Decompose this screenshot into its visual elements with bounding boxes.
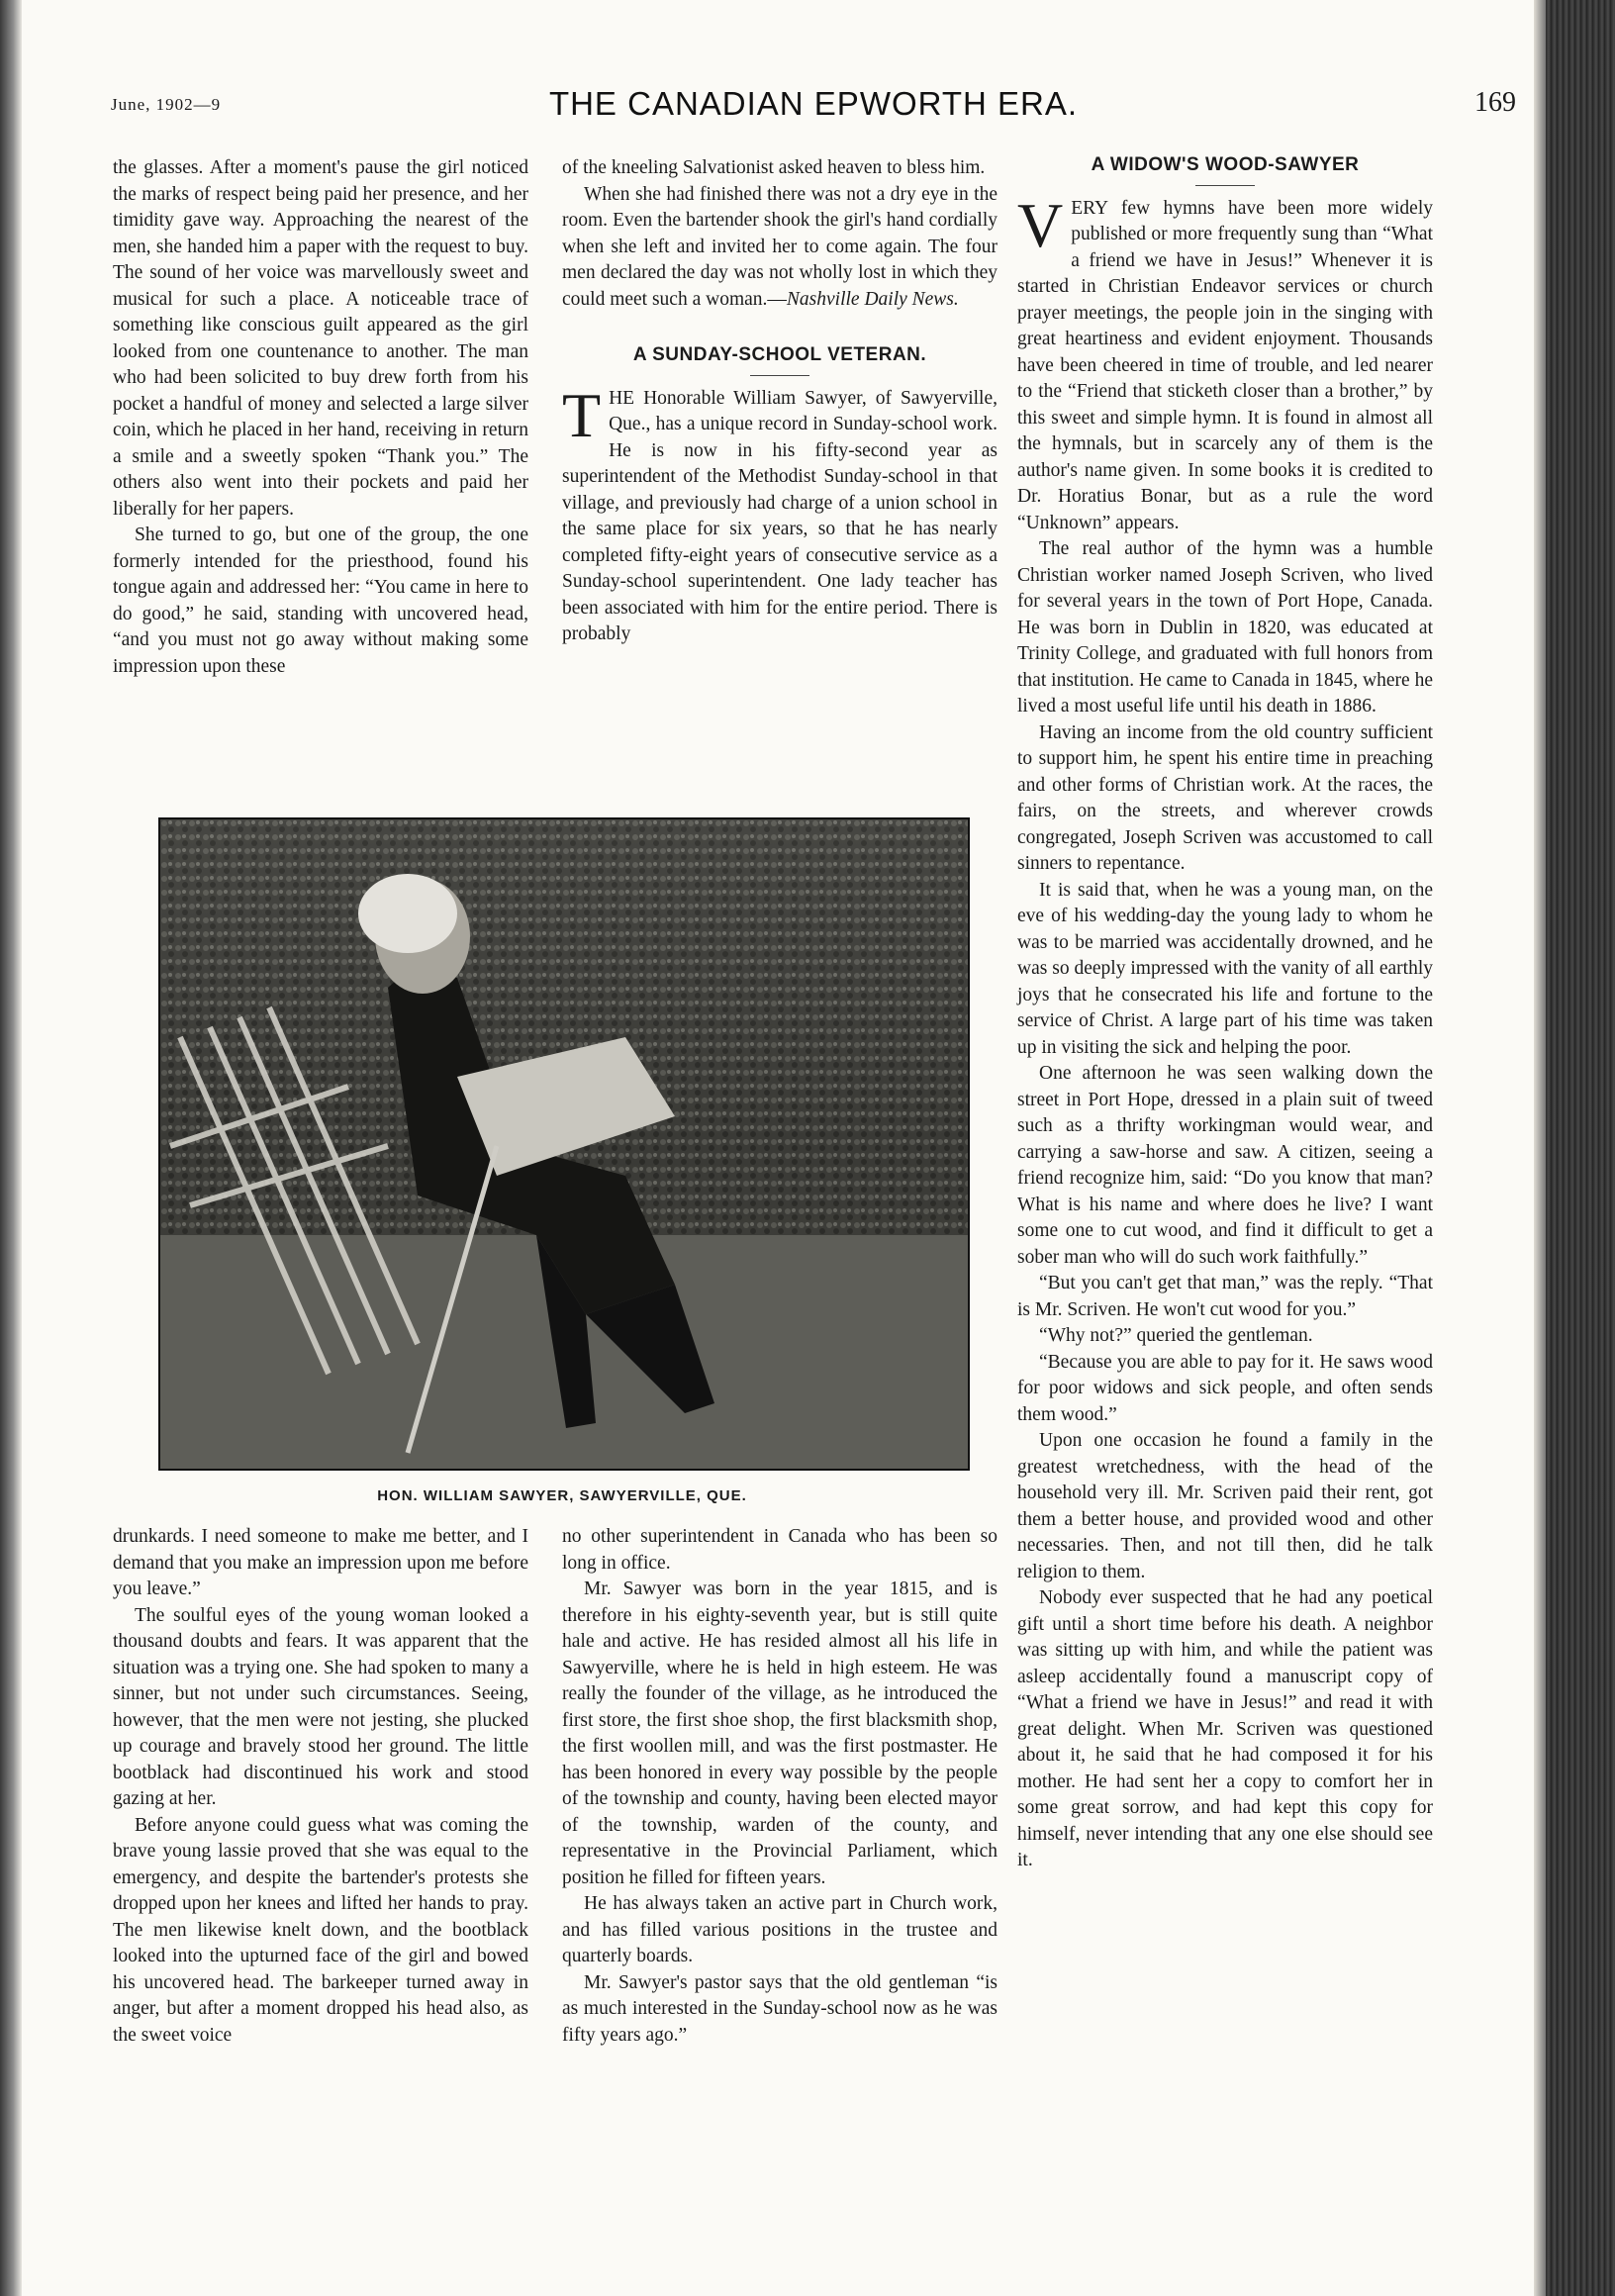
paragraph: no other superintendent in Canada who has been so long in office. (562, 1526, 998, 1574)
paragraph: One afternoon he was seen walking down the street in Port Hope, dressed in a plain suit of tweed such as a thrifty workingman would wear, and carrying a saw-horse and saw. A citizen, seeing a friend recognize him, said: “Do you know that man? What is his name and where does he live? I want some one to cut wood, and find it difficult to get a sober man who will do such work faithfully.” (1017, 1063, 1433, 1268)
binding-left-edge (0, 0, 22, 2296)
section-title-sunday-school-veteran: A SUNDAY-SCHOOL VETERAN. (632, 344, 927, 365)
paragraph: Upon one occasion he found a family in the greatest wretchedness, with the head of the household very ill. Mr. Scriven paid their rent, got them a better house, and provided wood and other necessaries. Then, and not till then, did he talk religion to them. (1017, 1430, 1433, 1582)
paragraph: the glasses. After a moment's pause the girl noticed the marks of respect being paid her presence, and her timidity gave way. Approaching the nearest of the men, she handed him a paper with the request to buy. The sound of her voice was marvellously sweet and musical for such a place. A noticeable trace of something like conscious guilt appeared as the girl looked from one countenance to another. The man who had been solicited to buy drew forth from his pocket a handful of money and selected a large silver coin, which he placed in her hand, receiving in return a smile and a sweetly spoken “Thank you.” The others also went into their pockets and paid her liberally for her papers. (113, 157, 528, 520)
paragraph: “Why not?” queried the gentleman. (1039, 1325, 1313, 1346)
column-mid-top (562, 155, 998, 648)
paragraph-text: When she had finished there was not a dry eye in the room. Even the bartender shook the girl's hand cordially when she left and invited her to come again. The four men declared the day was not wholly lost in which they could meet such a woman.— (562, 183, 998, 310)
header-page-number: 169 (1474, 87, 1516, 118)
paragraph (1017, 189, 1433, 537)
drop-cap: T (562, 379, 602, 450)
paragraph (562, 379, 998, 648)
paragraph: He has always taken an active part in Church work, and has filled various positions in the trustee and quarterly boards. (562, 1893, 998, 1966)
portrait-illustration (160, 819, 968, 1469)
paragraph: of the kneeling Salvationist asked heaven to bless him. (562, 157, 986, 178)
page-header (111, 85, 1516, 121)
column-left-top (113, 155, 528, 680)
column-right (1017, 152, 1433, 1874)
paragraph: “Because you are able to pay for it. He saws wood for poor widows and sick people, and often sends them wood.” (1017, 1351, 1433, 1425)
drop-cap: V (1017, 189, 1064, 260)
header-date: June, 1902—9 (111, 95, 222, 114)
paragraph: Mr. Sawyer was born in the year 1815, and is therefore in his eighty-seventh year, but is still quite hale and active. He has resided almost all his life in Sawyerville, where he is held in high esteem. He was really the founder of the village, as he introduced the first store, the first shoe shop, the first blacksmith shop, the first woollen mill, and was the first postmaster. He has been honored in every way possible by the people of the township and county, having been elected mayor of the township, warden of the county, and representative in the Provincial Parliament, which position he filled for fifteen years. (562, 1578, 998, 1888)
paragraph: Nobody ever suspected that he had any poetical gift until a short time before his death. A neighbor was sitting up with him, and while the patient was asleep accidentally found a manuscript copy of “What a friend we have in Jesus!” and read it with great delight. When Mr. Scriven was questioned about it, he said that he had composed it for his mother. He had sent her a copy to comfort her in some great sorrow, and had kept this copy for himself, never intending that any one else should see it. (1017, 1587, 1433, 1870)
paragraph (562, 182, 998, 314)
portrait-photo (158, 817, 970, 1471)
paragraph-text: HE Honorable William Sawyer, of Sawyerville, Que., has a unique record in Sunday-school work. He is now in his fifty-second year as superintendent of the Methodist Sunday-school in that village, and previously had charge of a union school in the same place for six years, so that he has nearly completed fifty-eight years of consecutive service as a Sunday-school superintendent. One lady teacher has been associated with him for the entire period. There is probably (562, 387, 998, 644)
source-credit: Nashville Daily News. (786, 288, 959, 310)
section-title-widows-wood-sawyer: A WIDOW'S WOOD-SAWYER (1091, 154, 1360, 175)
paragraph-text: ERY few hymns have been more widely published or more frequently sung than “What a friend we have in Jesus!” Whenever it is started in Christian Endeavor services or church prayer meetings, the people join in the singing with great heartiness and evident enjoyment. Thousands have been cheered in time of trouble, and led nearer to the “Friend that sticketh closer than a brother,” by this sweet and simple hymn. It is found in almost all the hymnals, but in scarcely any of them is the author's name given. In some books it is credited to Dr. Horatius Bonar, but as a rule the word “Unknown” appears. (1017, 197, 1433, 533)
paragraph: The real author of the hymn was a humble Christian worker named Joseph Scriven, who lived for several years in the town of Port Hope, Canada. He was born in Dublin in 1820, was educated at Trinity College, and graduated with full honors from that institution. He came to Canada in 1845, where he lived a most useful life until his death in 1886. (1017, 538, 1433, 717)
title-rule (750, 375, 809, 376)
photo-caption: HON. WILLIAM SAWYER, SAWYERVILLE, QUE. (377, 1487, 747, 1504)
paragraph: “But you can't get that man,” was the reply. “That is Mr. Scriven. He won't cut wood for you.” (1017, 1273, 1433, 1320)
paragraph: Before anyone could guess what was coming the brave young lassie proved that she was equal to the emergency, and despite the bartender's protests she dropped upon her knees and lifted her hands to pray. The men likewise knelt down, and the bootblack looked into the upturned face of the girl and bowed his uncovered head. The barkeeper turned away in anger, but after a moment dropped his head also, as the sweet voice (113, 1814, 528, 2046)
paragraph: It is said that, when he was a young man, on the eve of his wedding-day the young lady to whom he was to be married was accidentally drowned, and he was so deeply impressed with the vanity of all earthly joys that he consecrated his life and fortune to the service of Christ. A large part of his time was taken up in visiting the sick and helping the poor. (1017, 879, 1433, 1058)
header-title: THE CANADIAN EPWORTH ERA. (548, 85, 1079, 122)
column-mid-bottom (562, 1524, 998, 2049)
column-left-bottom (113, 1524, 528, 2049)
paragraph: Mr. Sawyer's pastor says that the old gentleman “is as much interested in the Sunday-school now as he was fifty years ago.” (562, 1971, 998, 2046)
title-rule (1195, 185, 1255, 186)
paragraph: drunkards. I need someone to make me better, and I demand that you make an impression upon me before you leave.” (113, 1526, 528, 1599)
page-edge-shadow (1534, 0, 1546, 2296)
paragraph: The soulful eyes of the young woman looked a thousand doubts and fears. It was apparent that the situation was a trying one. She had spoken to many a sinner, but not under such circumstances. Seeing, however, that the men were not jesting, she plucked up courage and bravely stood her ground. The little bootblack had discontinued his work and stood gazing at her. (113, 1604, 528, 1809)
paragraph: She turned to go, but one of the group, the one formerly intended for the priesthood, found his tongue again and addressed her: “You came in here to do good,” he said, standing with uncovered head, “and you must not go away without making some impression upon these (113, 525, 528, 677)
paragraph: Having an income from the old country sufficient to support him, he spent his entire time in preaching and other forms of Christian work. At the races, the fairs, on the streets, and wherever crowds congregated, Joseph Scriven was accustomed to call sinners to repentance. (1017, 721, 1433, 874)
binding-right-edge (1546, 0, 1615, 2296)
